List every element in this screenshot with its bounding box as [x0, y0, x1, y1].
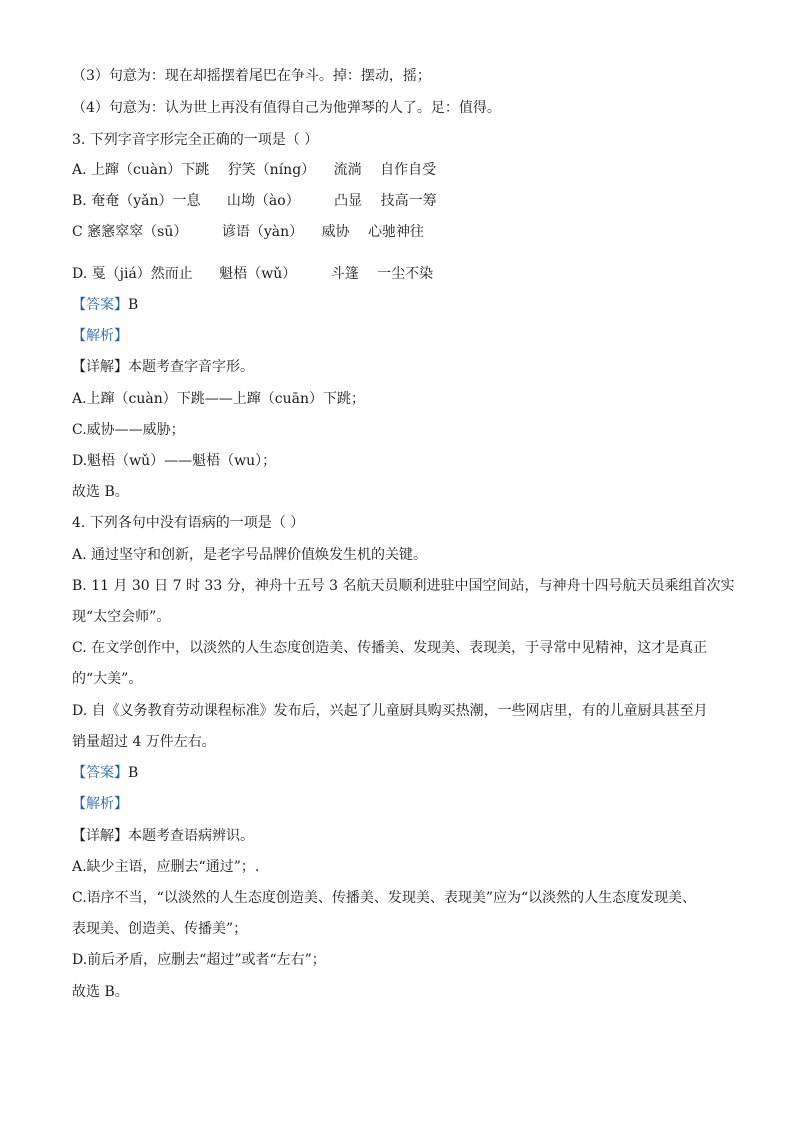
- q3-option-b-word2: 山坳（ào）: [226, 193, 300, 209]
- q4-fix-a: A.缺少主语，应删去“通过”；.: [72, 859, 260, 875]
- q4-option-b-line1: B. 11 月 30 日 7 时 33 分，神舟十五号 3 名航天员顺利进驻中国空间站，与神舟十四号航天员乘组首次实: [72, 578, 735, 594]
- q3-option-b-word4: 技高一筹: [380, 193, 437, 209]
- q3-option-d-word4: 一尘不染: [377, 266, 434, 282]
- q4-stem: 4. 下列各句中没有语病的一项是（ ）: [72, 515, 305, 531]
- q4-conclusion: 故选 B。: [72, 984, 129, 1000]
- q3-option-b-word3: 凸显: [334, 193, 363, 209]
- q3-answer-value: B: [128, 297, 139, 313]
- q3-conclusion: 故选 B。: [72, 484, 129, 500]
- q4-detail-tag: 【详解】: [72, 828, 128, 844]
- q3-option-a-word3: 流淌: [333, 162, 362, 178]
- q3-option-c-word3: 威协: [321, 224, 350, 240]
- q4-detail-text: 本题考查语病辨识。: [128, 828, 254, 844]
- q3-fix-a: A.上蹿（cuàn）下跳——上蹿（cuān）下跳；: [72, 391, 366, 407]
- q3-fix-d: D.魁梧（wǔ）——魁梧（wu）；: [72, 453, 277, 469]
- q4-fix-d: D.前后矛盾，应删去“超过”或者“左右”；: [72, 952, 326, 968]
- q3-option-c-word2: 谚语（yàn）: [221, 224, 304, 240]
- q3-option-d-word1: D. 戛（jiá）然而止: [72, 266, 193, 282]
- q3-fix-c: C.威协——威胁；: [72, 422, 185, 438]
- q3-option-d: [72, 264, 732, 284]
- q4-option-c-line2: 的“大美”。: [72, 671, 143, 687]
- q3-option-a-word4: 自作自受: [380, 162, 437, 178]
- q3-detail: [72, 357, 732, 377]
- q4-answer-tag: 【答案】: [72, 765, 128, 781]
- q3-option-a: [72, 160, 732, 180]
- q4-analysis-tag: 【解析】: [72, 796, 128, 812]
- q2-item3: （3）句意为：现在却摇摆着尾巴在争斗。掉：摆动，摇；: [72, 68, 431, 84]
- q3-option-a-word1: A. 上蹿（cuàn）下跳: [72, 162, 210, 178]
- q2-item4: （4）句意为：认为世上再没有值得自己为他弹琴的人了。足：值得。: [72, 100, 501, 116]
- q4-option-d-line1: D. 自《义务教育劳动课程标准》发布后，兴起了儿童厨具购买热潮，一些网店里，有的儿童厨具甚至月: [72, 703, 708, 719]
- q3-option-c-word1: C 窸窸窣窣（sū）: [72, 224, 188, 240]
- q3-option-d-word2: 魁梧（wǔ）: [219, 266, 297, 282]
- q3-option-b: [72, 191, 732, 211]
- q3-detail-text: 本题考查字音字形。: [128, 359, 254, 375]
- q4-option-a: A. 通过坚守和创新，是老字号品牌价值焕发生机的关键。: [72, 547, 428, 563]
- q4-fix-c-line2: 表现美、创造美、传播美”；: [72, 921, 248, 937]
- q3-analysis-tag: 【解析】: [72, 328, 128, 344]
- q4-answer-value: B: [128, 765, 139, 781]
- q4-option-b-line2: 现“太空会师”。: [72, 609, 171, 625]
- q4-option-d-line2: 销量超过 4 万件左右。: [72, 734, 216, 750]
- q4-fix-c-line1: C.语序不当，“以淡然的人生态度创造美、传播美、发现美、表现美”应为“以淡然的人生态度发现美、: [72, 890, 697, 906]
- q3-option-a-word2: 狞笑（níng）: [227, 162, 316, 178]
- q3-stem: 3. 下列字音字形完全正确的一项是（ ）: [72, 132, 319, 148]
- q3-option-d-word3: 斗篷: [330, 266, 359, 282]
- q4-option-c-line1: C. 在文学创作中，以淡然的人生态度创造美、传播美、发现美、表现美，于寻常中见精神，这才是真正: [72, 640, 708, 656]
- q4-detail: [72, 826, 732, 846]
- q3-option-c-word4: 心驰神往: [368, 224, 425, 240]
- q4-answer: [72, 763, 732, 783]
- q3-answer: [72, 295, 732, 315]
- q3-option-c: [72, 222, 732, 242]
- q3-option-b-word1: B. 奄奄（yǎn）一息: [72, 193, 201, 209]
- q3-answer-tag: 【答案】: [72, 297, 128, 313]
- q3-detail-tag: 【详解】: [72, 359, 128, 375]
